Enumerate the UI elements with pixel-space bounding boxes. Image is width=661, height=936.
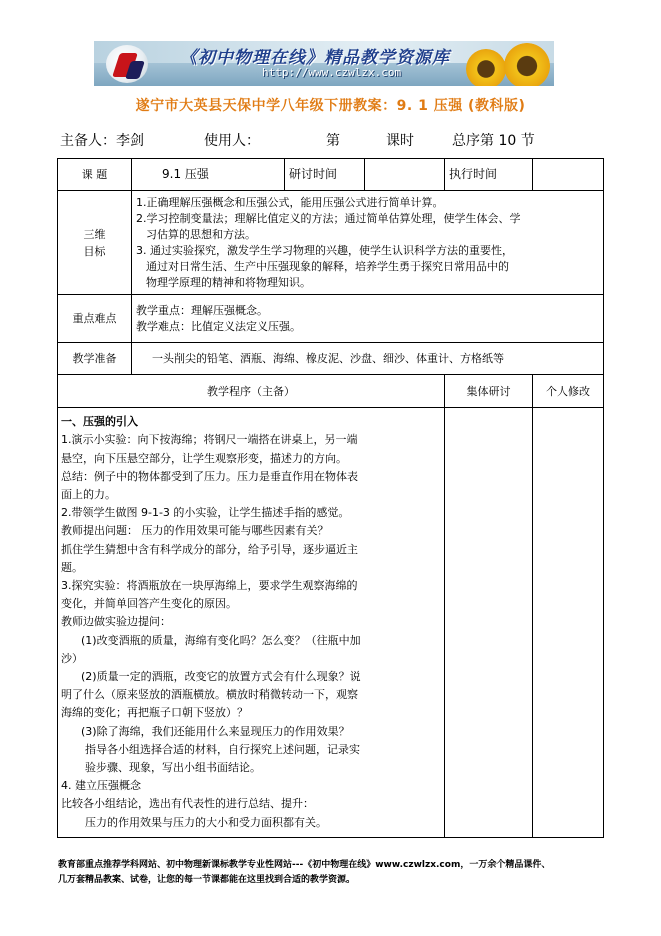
procedure-line: 变化，并简单回答产生变化的原因。 [61,597,237,611]
procedure-content [58,408,445,838]
procedure-line: 抓住学生猜想中含有科学成分的部分，给予引导，逐步逼近主 [61,542,358,556]
procedure-line: 海绵的变化；再把瓶子口朝下竖放）？ [61,706,248,720]
goals-label [58,191,132,295]
procedure-header [58,375,445,408]
goal-line: 3. 通过实验探究，激发学生学习物理的兴趣，使学生认识科学方法的重要性， [136,243,513,257]
procedure-row [58,408,604,838]
lesson-plan-table [57,158,604,838]
procedure-header-suffix: （主备） [251,384,295,398]
procedure-line: 验步骤、现象，写出小组书面结论。 [85,761,261,775]
lesson-period: 课时 [386,133,414,149]
lesson-number-prefix: 第 [326,133,340,149]
key-point: 教学难点：比值定义法定义压强。 [136,319,301,333]
procedure-line: 1.演示小实验：向下按海绵；将钢尺一端搭在讲桌上，另一端 [61,433,358,447]
user: 使用人： [204,133,260,149]
procedure-line: 沙） [61,651,83,665]
goal-line: 习估算的思想和方法。 [146,227,256,241]
topic-row [58,159,604,191]
procedure-line: 一、压强的引入 [61,415,138,429]
procedure-line: 教师边做实验边提问： [61,615,171,629]
goal-line: 2.学习控制变量法；理解比值定义的方法；通过简单估算处理，使学生体会、学 [136,211,521,225]
procedure-line: (2)质量一定的酒瓶，改变它的放置方式会有什么现象？说 [81,670,361,683]
personal-header: 个人修改 [533,375,604,408]
collective-content [445,408,533,838]
banner-url: http://www.czwlzx.com [262,66,402,79]
procedure-line: 3.探究实验：将酒瓶放在一块厚海绵上，要求学生观察海绵的 [61,578,358,592]
topic-value: 9.1 压强 [132,159,285,191]
collective-header: 集体研讨 [445,375,533,408]
footer-line-1: 教育部重点推荐学科网站、初中物理新课标教学专业性网站---《初中物理在线》www.czwlzx.com，一万余个精品课件、 [58,860,551,870]
preparer: 主备人：李剑 [60,133,144,149]
procedure-line: 总结：例子中的物体都受到了压力。压力是垂直作用在物体表 [61,469,358,483]
banner-title: 《初中物理在线》精品教学资源库 [180,48,450,68]
key-points-row [58,295,604,343]
research-time-value [365,159,445,191]
procedure-header-row [58,375,604,408]
document-title: 遂宁市大英县天保中学八年级下册教案：9. 1 压强 (教科版) [135,98,526,114]
procedure-line: (3)除了海绵，我们还能用什么来显现压力的作用效果？ [81,724,350,738]
prep-value: 一头削尖的铅笔、酒瓶、海绵、橡皮泥、沙盘、细沙、体重计、方格纸等 [132,343,604,375]
prep-label: 教学准备 [58,343,132,375]
procedure-line: 面上的力。 [61,487,116,501]
procedure-line: 教师提出问题： 压力的作用效果可能与哪些因素有关？ [61,524,329,538]
goals-content [132,191,604,295]
procedure-line: 题。 [61,560,83,574]
goal-line: 1.正确理解压强概念和压强公式，能用压强公式进行简单计算。 [136,195,444,209]
procedure-line: 2.带领学生做图 9-1-3 的小实验，让学生描述手指的感觉。 [61,506,350,520]
sunflower-icon [504,43,550,86]
personal-content [533,408,604,838]
procedure-line: 明了什么（原来竖放的酒瓶横放。横放时稍微转动一下，观察 [61,688,358,702]
research-time-label: 研讨时间 [285,159,365,191]
header-banner [94,41,554,86]
total-order: 总序第 10 节 [452,133,535,149]
sunflower-icon [466,49,506,86]
procedure-header-title: 教学程序 [207,384,251,398]
goals-label-line-1: 三维 [83,227,106,241]
procedure-line: 指导各小组选择合适的材料，自行探究上述问题，记录实 [85,742,360,756]
procedure-line: 比较各小组结论，选出有代表性的进行总结、提升： [61,797,314,811]
footer-line-2: 几万套精品教案、试卷，让您的每一节课都能在这里找到合适的教学资源。 [58,875,356,885]
procedure-line: 4. 建立压强概念 [61,779,141,793]
key-points-content [132,295,604,343]
key-point: 教学重点：理解压强概念。 [136,303,268,317]
footer [58,858,618,888]
exec-time-value [533,159,604,191]
prep-row [58,343,604,375]
topic-label: 课 题 [58,159,132,191]
key-points-label: 重点难点 [58,295,132,343]
goal-line: 通过对日常生活、生产中压强现象的解释，培养学生勇于探究日常用品中的 [146,259,509,273]
procedure-line: 悬空，向下压悬空部分，让学生观察形变，描述力的方向。 [61,451,347,465]
procedure-line: (1)改变酒瓶的质量，海绵有变化吗？怎么变？（往瓶中加 [81,633,361,647]
procedure-line: 压力的作用效果与压力的大小和受力面积都有关。 [85,815,327,829]
exec-time-label: 执行时间 [445,159,533,191]
goals-row [58,191,604,295]
goals-label-line-2: 目标 [83,244,106,258]
goal-line: 物理学原理的精神和将物理知识。 [146,275,311,289]
